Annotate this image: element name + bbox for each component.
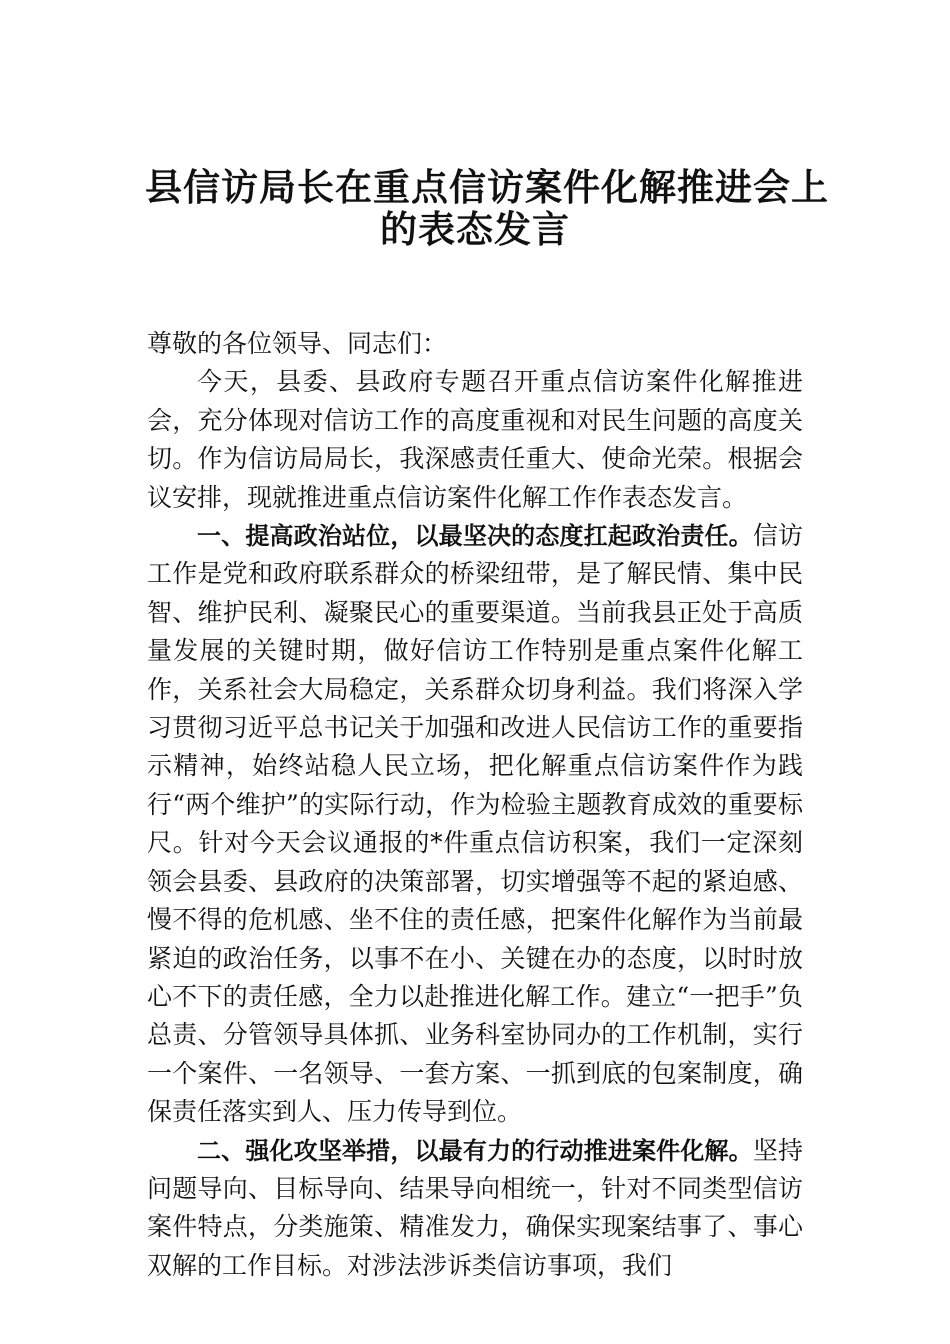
section-1-heading: 一、提高政治站位，以最坚决的态度扛起政治责任。 — [197, 522, 753, 551]
intro-paragraph: 今天，县委、县政府专题召开重点信访案件化解推进会，充分体现对信访工作的高度重视和对民生问题的高度关切。作为信访局局长，我深感责任重大、使命光荣。根据会议安排，现就推进重点信访案件化解工作作表态发言。 — [147, 367, 803, 512]
document-title-line-1: 县信访局长在重点信访案件化解推进会上 — [145, 165, 829, 209]
section-2-heading: 二、强化攻坚举措，以最有力的行动推进案件化解。 — [197, 1136, 753, 1165]
section-2-paragraph — [147, 1132, 803, 1286]
salutation: 尊敬的各位领导、同志们： — [147, 329, 448, 358]
document-body — [147, 325, 803, 1285]
document-title-line-2: 的表态发言 — [380, 207, 570, 251]
section-2-body: 坚持问题导向、目标导向、结果导向相统一，针对不同类型信访案件特点，分类施策、精准发力，确保实现案结事了、事心双解的工作目标。对涉法涉诉类信访事项，我们 — [147, 1135, 803, 1280]
section-1-body: 信访工作是党和政府联系群众的桥梁纽带，是了解民情、集中民智、维护民利、凝聚民心的重要渠道。当前我县正处于高质量发展的关键时期，做好信访工作特别是重点案件化解工作，关系社会大局稳定，关系群众切身利益。我们将深入学习贯彻习近平总书记关于加强和改进人民信访工作的重要指示精神，始终站稳人民立场，把化解重点信访案件作为践行“两个维护”的实际行动，作为检验主题教育成效的重要标尺。针对今天会议通报的*件重点信访积案，我们一定深刻领会县委、县政府的决策部署，切实增强等不起的紧迫感、慢不得的危机感、坐不住的责任感，把案件化解作为当前最紧迫的政治任务，以事不在小、关键在办的态度，以时时放心不下的责任感，全力以赴推进化解工作。建立“一把手”负总责、分管领导具体抓、业务科室协同办的工作机制，实行一个案件、一名领导、一套方案、一抓到底的包案制度，确保责任落实到人、压力传导到位。 — [147, 521, 803, 1127]
section-1-paragraph — [147, 517, 803, 1132]
